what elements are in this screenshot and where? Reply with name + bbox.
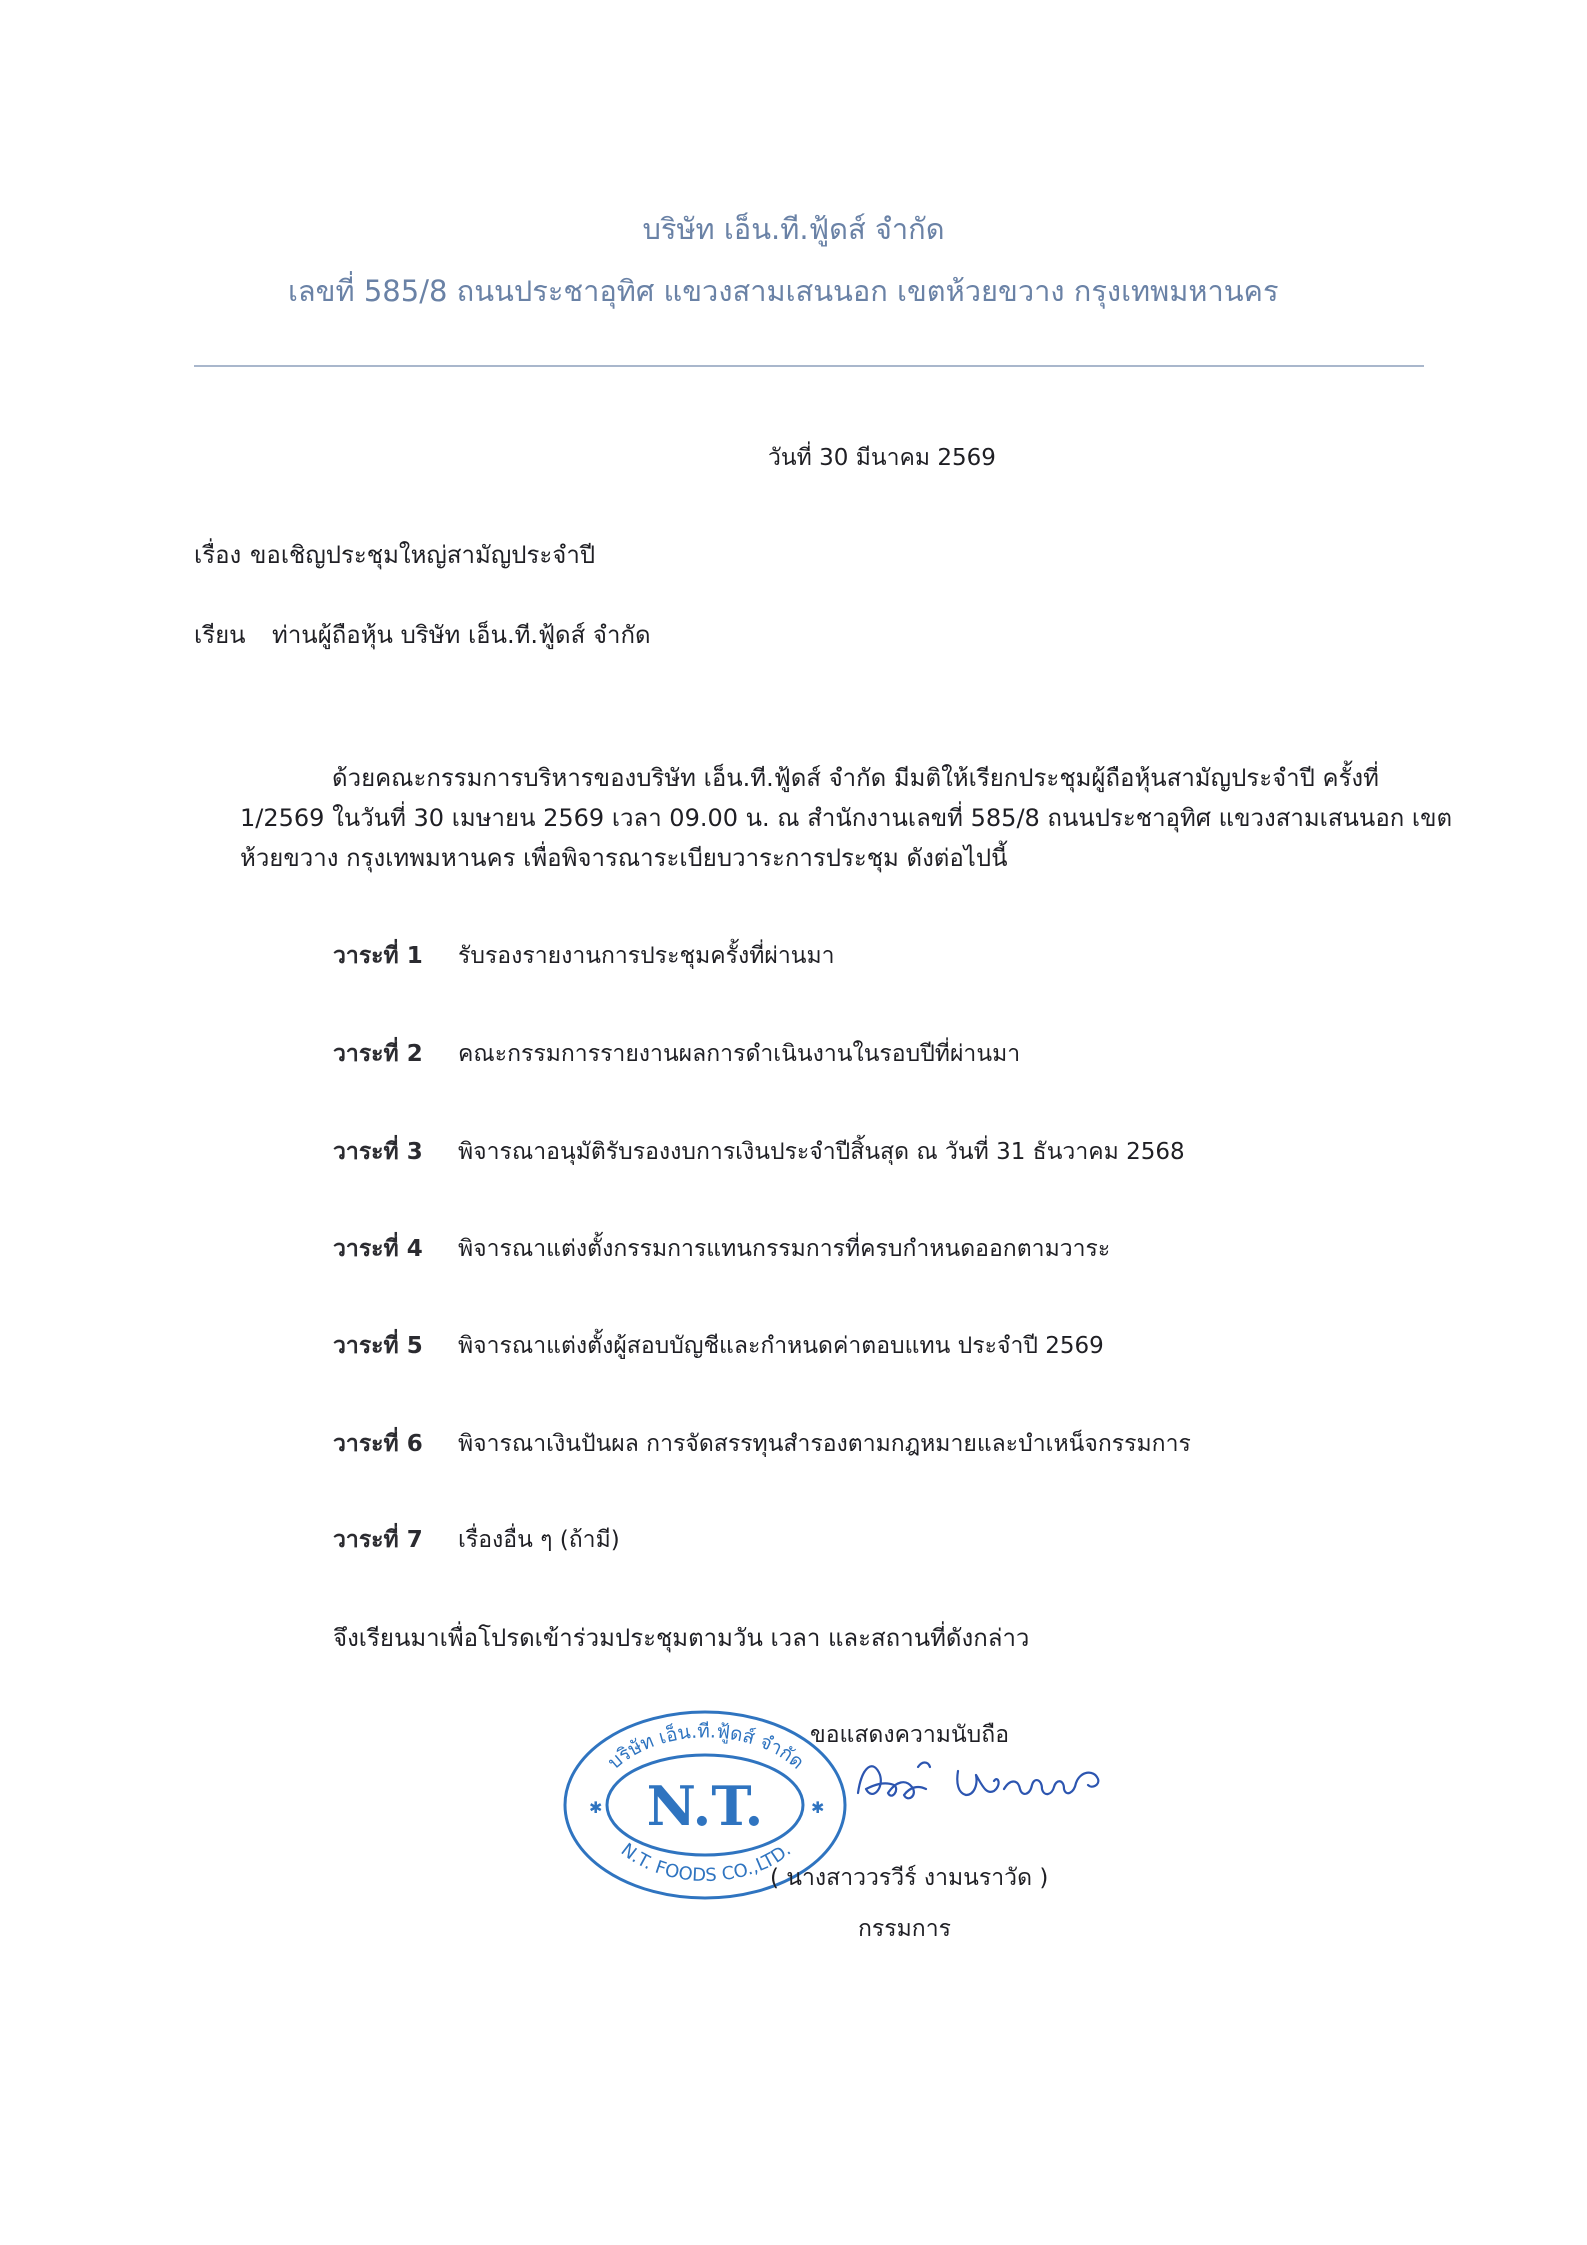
agenda-label: วาระที่ 1 <box>333 943 423 969</box>
agenda-label: วาระที่ 4 <box>333 1236 423 1262</box>
agenda-label: วาระที่ 5 <box>333 1333 423 1359</box>
company-name: บริษัท เอ็น.ที.ฟู้ดส์ จำกัด <box>642 212 945 246</box>
subject-text: ขอเชิญประชุมใหญ่สามัญประจำปี <box>250 541 596 569</box>
recipient-label: เรียน <box>194 621 246 649</box>
stamp-star-icon: ✱ <box>811 1798 825 1817</box>
signer-title: กรรมการ <box>858 1916 951 1942</box>
recipient-line <box>194 615 651 654</box>
agenda-item-3 <box>333 1134 1185 1170</box>
agenda-text: คณะกรรมการรายงานผลการดำเนินงานในรอบปีที่ผ่านมา <box>458 1041 1021 1067</box>
regards-text: ขอแสดงความนับถือ <box>810 1722 1010 1748</box>
agenda-text: พิจารณาแต่งตั้งกรรมการแทนกรรมการที่ครบกำหนดออกตามวาระ <box>458 1236 1111 1262</box>
agenda-label: วาระที่ 6 <box>333 1431 423 1457</box>
recipient-text: ท่านผู้ถือหุ้น บริษัท เอ็น.ที.ฟู้ดส์ จำกัด <box>272 621 651 649</box>
agenda-item-6 <box>333 1426 1191 1462</box>
body-paragraph <box>240 758 1460 878</box>
agenda-text: เรื่องอื่น ๆ (ถ้ามี) <box>458 1527 620 1553</box>
agenda-item-1 <box>333 938 835 974</box>
agenda-label: วาระที่ 3 <box>333 1139 423 1165</box>
stamp-center-text: N.T. <box>646 1774 764 1838</box>
company-address: เลขที่ 585/8 ถนนประชาอุทิศ แขวงสามเสนนอก เขตห้วยขวาง กรุงเทพมหานคร <box>288 274 1279 308</box>
subject-label: เรื่อง <box>194 541 242 569</box>
agenda-text: พิจารณาแต่งตั้งผู้สอบบัญชีและกำหนดค่าตอบแทน ประจำปี 2569 <box>458 1333 1104 1359</box>
body-line: 1/2569 ในวันที่ 30 เมษายน 2569 เวลา 09.00 น. ณ สำนักงานเลขที่ 585/8 ถนนประชาอุทิศ แขวงสามเสนนอก เขต <box>240 804 1453 832</box>
stamp-bottom-text: N.T. FOODS CO.,LTD. <box>616 1839 796 1887</box>
body-line: ห้วยขวาง กรุงเทพมหานคร เพื่อพิจารณาระเบียบวาระการประชุม ดังต่อไปนี้ <box>240 844 1008 872</box>
agenda-item-5 <box>333 1328 1104 1364</box>
agenda-item-4 <box>333 1231 1110 1267</box>
header-divider <box>194 365 1424 367</box>
agenda-text: พิจารณาอนุมัติรับรองงบการเงินประจำปีสิ้นสุด ณ วันที่ 31 ธันวาคม 2568 <box>458 1139 1185 1165</box>
agenda-label: วาระที่ 2 <box>333 1041 423 1067</box>
agenda-item-7 <box>333 1522 620 1558</box>
signer-name: ( นางสาววรวีร์ งามนราวัด ) <box>770 1865 1049 1891</box>
agenda-text: รับรองรายงานการประชุมครั้งที่ผ่านมา <box>458 943 835 969</box>
agenda-text: พิจารณาเงินปันผล การจัดสรรทุนสำรองตามกฎหมายและบำเหน็จกรรมการ <box>458 1431 1191 1457</box>
handwritten-signature <box>848 1745 1128 1815</box>
stamp-top-text: บริษัท เอ็น.ที.ฟู้ดส์ จำกัด <box>603 1720 809 1774</box>
subject-line <box>194 535 595 574</box>
agenda-item-2 <box>333 1036 1020 1072</box>
body-line: ด้วยคณะกรรมการบริหารของบริษัท เอ็น.ที.ฟู้ดส์ จำกัด มีมติให้เรียกประชุมผู้ถือหุ้นสามัญประจำปี ครั้งที่ <box>332 764 1379 792</box>
stamp-star-icon: ✱ <box>589 1798 603 1817</box>
agenda-label: วาระที่ 7 <box>333 1527 423 1553</box>
signature-strokes <box>858 1763 1098 1799</box>
closing-sentence: จึงเรียนมาเพื่อโปรดเข้าร่วมประชุมตามวัน เวลา และสถานที่ดังกล่าว <box>333 1624 1030 1652</box>
letter-date: วันที่ 30 มีนาคม 2569 <box>768 445 996 471</box>
